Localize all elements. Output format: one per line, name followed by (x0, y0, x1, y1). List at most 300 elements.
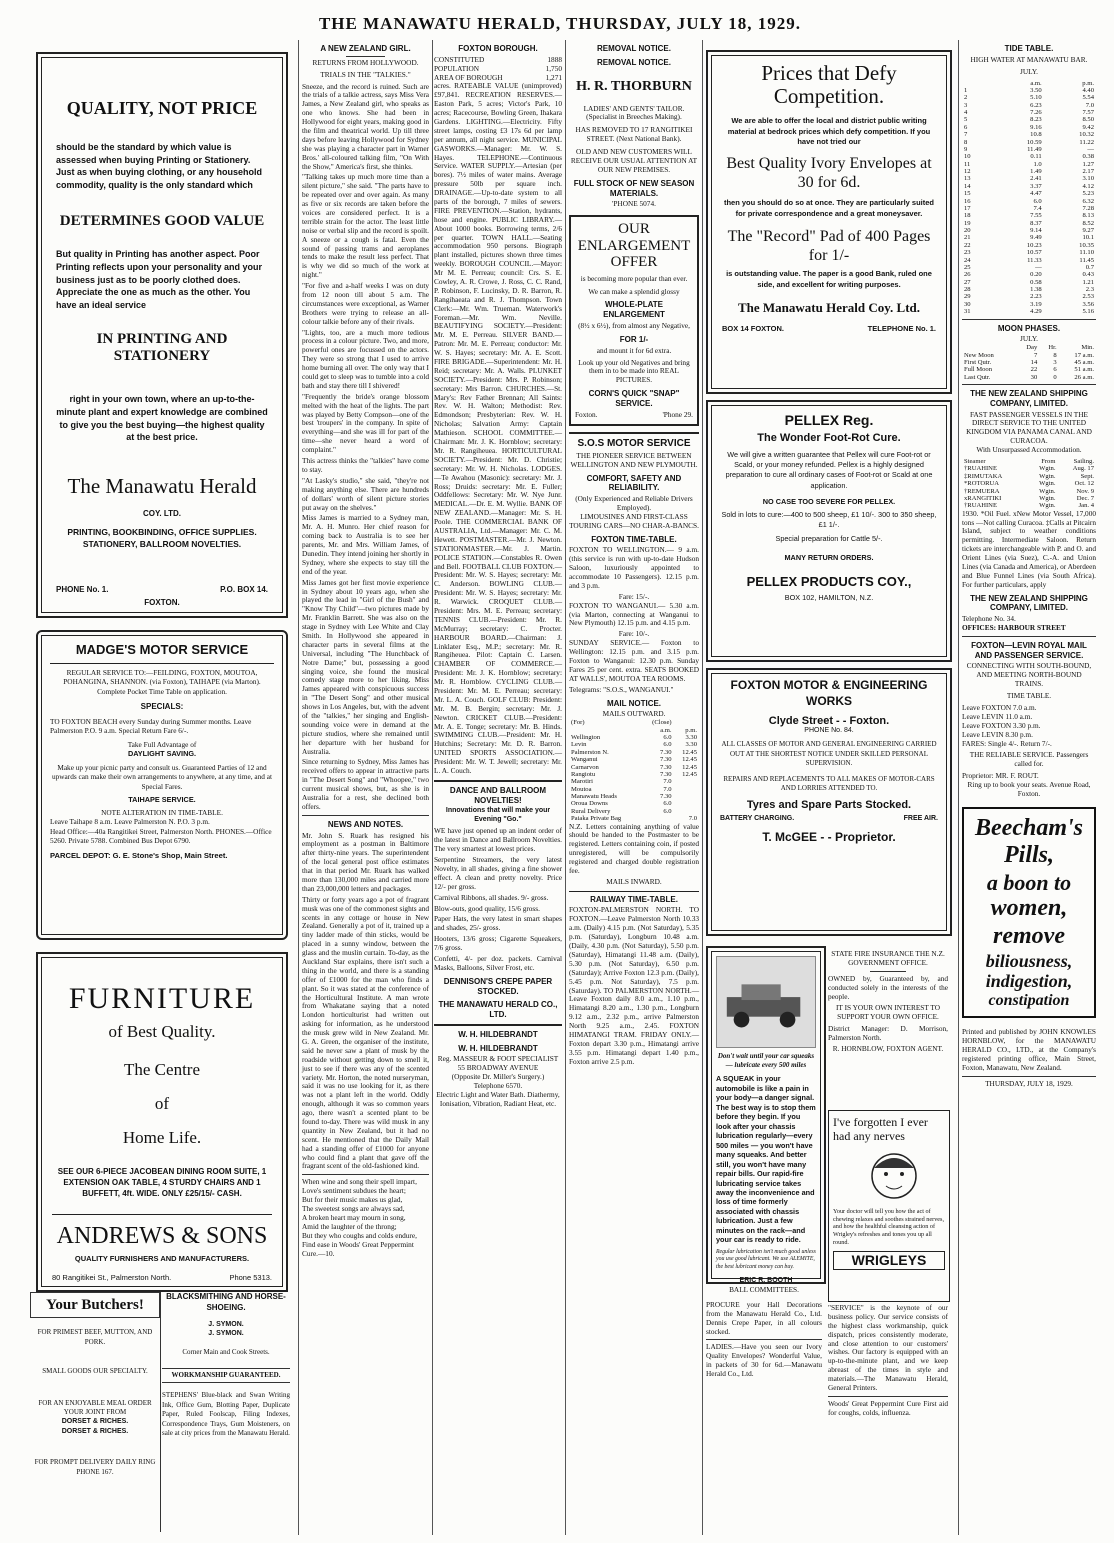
tide-row (962, 279, 1096, 286)
tide-cell: 10.32 (1079, 131, 1094, 139)
tide-row (962, 124, 1096, 131)
tide-cell: 3.37 (1030, 182, 1042, 190)
mail-cell (674, 778, 699, 785)
dance-text: Confetti, 4/- per doz. packets. Carnival Masks, Balloons, Silver Frost, etc. (434, 954, 562, 972)
tide-cell: 21 (964, 234, 971, 242)
tide-cell: 3.56 (1082, 300, 1094, 308)
beecham-line: biliousness, (985, 950, 1073, 971)
ship-cell: Wgtn. (1039, 472, 1056, 480)
hilde-line: Reg. MASSEUR & FOOT SPECIALIST (437, 1054, 559, 1064)
fire-agent: R. HORNBLOW, FOXTON AGENT. (832, 1044, 944, 1054)
ship-foot-title: THE NEW ZEALAND SHIPPING COMPANY, LIMITED. (970, 593, 1088, 613)
tide-row (962, 190, 1096, 197)
enlarge-phone: 'Phone 29. (662, 409, 693, 419)
garage-ad (706, 946, 826, 1284)
quality-ad (36, 52, 288, 618)
removal-line: LADIES' AND GENTS' TAILOR. (Specialist in Breeches Making). (583, 103, 685, 122)
andrews-phone: Phone 5313. (229, 1272, 272, 1282)
tide-row (962, 161, 1096, 168)
tide-cell: 11.49 (1027, 145, 1042, 153)
moon-cell (962, 344, 1016, 351)
tide-cell: 9.42 (1082, 123, 1094, 131)
fire-insurance (828, 950, 948, 1110)
tide-cell: 17 (964, 204, 971, 212)
tide-cell: 5 (964, 116, 968, 124)
tide-cell: 10.59 (1026, 138, 1042, 146)
moon-cell: Hr. (1048, 344, 1057, 352)
mail-cell: Manawatu Heads (571, 793, 617, 800)
borough-directory: acres. RATEABLE VALUE (unimproved) £97,841. RECREATION RESERVES.—Easton Park, 5 acres; Victor's Park, 10 acres; Racecourse, Bowling Green, Ihakara Gardens. LIGHTING.—Electricity. Fifty street lamps, costing £3 17s 6d per lamp per annum, all night service. MUNICIPAL GASWORKS.—Manager: Mr. W. S. Hayes. TELEPHONE.—Continuous Service. WATER SUPPLY.—Artesian (per bores). 7½ miles of water mains. Average pressure 50lb per square inch. DRAINAGE.—Up-to-date system to all parts of the borough, 7 miles of sewers. FIRE PREVENTION.—Station, hydrants, hose and engine. PUBLIC LIBRARY.—About 1000 books. Borrowing terms, 2/6 per quarter. TOWN HALL.—Seating accommodation 950 persons. Biograph plant installed, pictures shown three times weekly. BOROUGH COUNCIL.—Mayor: Mr M. E. Perreau; council: Crs. S. E. Cowley, A. R. Crowe, J. Ross, C. C. Rand, P. Robinson, F. Lucinsky, D. R. Barron, R. Rangihaeata and R. J. Thompson. Town Clerk:—Mr. Wm. Trueman. Waterwork's Foreman.—Mr. Wm. Neville. BEAUTIFYING SOCIETY.—President: Mr. M. E. Perreau. SILVER BAND.—Patron: Mr. M. E. Perreau; conductor: Mr. W. S. Hayes; secretary: Mr. A. E. Scott. FIRE BRIGADE.—Superintendent: Mr. H. Reid; secretary: Mr. A. Walls. PLUNKET SOCIETY.—President: Mrs. P. Robinson; secretary: Mrs Barron. CHURCHES.—St. Mary's: Rev Father Brennan; All Saints: Rev. W. H. Walton; Methodist: Rev. Edmondson; Presbyterian: Rev. W. H. Nicholas; Salvation Army: Captain Mathieson. SCHOOL COMMITTEE.—Chairman: Mr. J. K. Hornblow; secretary: Mr. R. Rangiheuea. HORTICULTURAL SOCIETY.—President: Mr. D. Christie; secretary: Mr. W. H. Nicholas. LODGES.—Te Awahou (Masonic): secretary: Mr. J. Ross; Druids: secretary: Mr. E. Fuller; Oddfellows: Secretary: Mr. W. Nye Junr. MEDICAL.—Dr. E. M. Wyllie. BANK OF NEW ZEALAND.—Manager: Mr. S. H. Poole. THE COMMERCIAL BANK OF AUSTRALIA, Ltd.—Manager: Mr. C. M. Hewett. POSTMASTER.—Mr. J. Newton. STATIONMASTER.—Mr. J. Martin. POLICE STATION.—Constables R. Owen and Bell. FOOTBALL CLUB FOXTON.—President: Mr. W. S. Hayes; secretary: Mr. C. Anderson. BOWLING CLUB.—President: Mr. W. S. Hayes; secretary: Mr. R. Warwick. CROQUET CLUB.—President: Mrs. M. E. Perreau; secretary: TENNIS CLUB.—President: Mr. R. McMurray; secretary: C. Procter. HARBOUR BOARD.—Chairman: J. Linklater Esq., M.P.; secretary: Mr. R. Rangiheuea. Pilot: Captain C. Larsen. CHAMBER OF COMMERCE.—President: Mr. J. K. Hornblow; secretary: Mr. R. Hornblow. CYCLING CLUB.—President: Mr. M. E. Perreau; secretary: Mr. L. A. Couch. GOLF CLUB: President: Mr. M. B. Bergin; secretary: Mr. J. Newton. CRICKET CLUB.—President: Mr. A. E. Tonge; secretary: Mr. B. Hinds. SWIMMING CLUB.—President: Mr. H. Hutchins; Secretary: Mr. D. R. Barron. UNITED SPORTS ASSOCIATION.—President: Mr. W. T. Jewell; secretary: Mr. L. A. Couch. (434, 81, 562, 775)
tide-cell: 10.23 (1026, 241, 1042, 249)
fire-title: STATE FIRE INSURANCE THE N.Z. GOVERNMENT OFFICE. (831, 950, 945, 967)
motor-battery: BATTERY CHARGING. (720, 815, 795, 823)
tide-cell: — (1035, 263, 1042, 271)
dance-sub: Innovations that will make your Evening "Go." (445, 807, 551, 823)
prices-phone: TELEPHONE No. 1. (867, 324, 936, 334)
article-para: Since returning to Sydney, Miss James has received offers to appear in attractive parts in "The Desert Song" and "Whoopee," two current musical shows, but, as she is in Australia for a rest, she declined both offers. (302, 757, 429, 811)
column-news (298, 40, 433, 1535)
moon-title: MOON PHASES. (997, 323, 1061, 333)
ship-foot-office: OFFICES: HARBOUR STREET (962, 623, 1066, 633)
printing-heading: IN PRINTING AND STATIONERY (96, 331, 228, 365)
moon-cell: 14 (1030, 358, 1038, 366)
beecham-line: indigestion, (985, 971, 1073, 992)
madge-office: Head Office:—40a Rangitikei Street, Palmerston North. PHONES.—Office 5260. Private 5788. Combined Bus Depot 6790. (50, 826, 272, 846)
removal-line: HAS REMOVED TO 17 RANGITIKEI STREET. (Next National Bank). (575, 125, 693, 144)
article-title: A NEW ZEALAND GIRL. (320, 44, 411, 53)
ship-cell: Aug. 17 (1072, 465, 1094, 473)
ship-cell: Wgtn. (1039, 487, 1056, 495)
prices-envelopes: Best Quality Ivory Envelopes at 30 for 6d. (726, 154, 932, 191)
enlarge-line: (8½ x 6½), from almost any Negative, (578, 320, 690, 330)
moon-cell: 0 (1053, 373, 1057, 381)
quality-heading: QUALITY, NOT PRICE (66, 98, 258, 118)
dance-company: THE MANAWATU HERALD CO., LTD. (438, 1000, 558, 1020)
mail-row (569, 719, 699, 726)
tide-row (962, 94, 1096, 101)
poem-line: But they who coughs and colds endure, (302, 1230, 417, 1240)
pellex-text: We will give a written guarantee that Pellex will cure Foot-rot or Scald, or your money refunded. Pellex is a highly designed preparation to cure all ordinary cases of Foot-rot or Scald at one application. (725, 450, 933, 490)
madge-pocket: Complete Pocket Time Table on application. (97, 686, 227, 696)
moon-cell: 26 a.m. (1074, 373, 1094, 381)
mail-cell: 7.0 (663, 778, 672, 786)
article-sub2: TRIALS IN THE "TALKIES." (320, 69, 411, 79)
wrigley-heading: I've forgotten I ever had any nerves (833, 1115, 928, 1144)
pellex-cattle: Special preparation for Cattle 5/-. (775, 534, 883, 544)
tide-cell: 7.55 (1030, 212, 1042, 220)
removal-line: OLD AND NEW CUSTOMERS WILL RECEIVE OUR USUAL ATTENTION AT OUR NEW PREMISES. (570, 147, 698, 174)
mail-cell: 12.45 (682, 763, 697, 771)
furniture-offer: SEE OUR 6-PIECE JACOBEAN DINING ROOM SUITE, 1 EXTENSION OAK TABLE, 4 STURDY CHAIRS AND 1 BUFFETT, 4ft. WIDE. ONLY £25/15/- CASH. (57, 1167, 267, 1199)
sos-text: FOXTON TO WANGANUI.— 5.30 a.m. (via Marton, connecting at Wanganui to New Plymouth) 12.15 p.m. and 4.15 p.m. (569, 600, 699, 628)
furniture-ad (36, 952, 288, 1292)
madge-ad (36, 630, 288, 940)
tide-cell: 18 (964, 212, 971, 220)
mail-cell: 7.30 (660, 756, 672, 764)
tide-row (962, 102, 1096, 109)
prices-ad (706, 50, 952, 394)
prices-heading: Prices that Defy Competition. (761, 61, 897, 109)
tide-cell: 26 (964, 271, 971, 279)
poem-line: But for their music makes us glad, (302, 1195, 403, 1205)
furniture-of: of (154, 1094, 170, 1113)
tide-cell: 20 (964, 227, 971, 235)
madge-regular: REGULAR SERVICE TO:—FEILDING, FOXTON, MOUTOA, POHANGINA, SHANNON. (via Foxton), TAIHAPE (via Marton). (63, 667, 261, 687)
tide-cell: 6.32 (1082, 197, 1094, 205)
mail-row (569, 756, 699, 763)
tide-cell: 27 (964, 278, 971, 286)
service-notice (828, 1304, 948, 1504)
mail-cell: 7.30 (660, 770, 672, 778)
tide-cell: 6.23 (1030, 101, 1042, 109)
tide-cell: 4.40 (1082, 86, 1094, 94)
mail-cell: Rangiotu (571, 770, 596, 778)
tide-row (962, 286, 1096, 293)
tide-cell: 11.22 (1079, 138, 1094, 146)
moon-row (962, 366, 1096, 373)
herald-phone: PHONE No. 1. (56, 585, 109, 595)
tide-cell: 10.57 (1026, 249, 1042, 257)
moon-cell: First Qutr. (964, 358, 992, 366)
smith-heading: BLACKSMITHING AND HORSE-SHOEING. (166, 1292, 286, 1312)
ship-row (962, 480, 1096, 487)
ship-cell: Sept. (1080, 472, 1094, 480)
tide-cell: 9.16 (1030, 123, 1042, 131)
article-para: Sneeze, and the record is ruined. Such are the trials of a talkie actress, says Miss Vera James, a New Zealand girl, who speaks as one who knows. She had been in Hollywood for eight years, making good in the film and theatrical world. Up till three days before leaving Hollywood for Sydney she was playing a character part in Warner Bros.' all-coloured talking film, "On With the Show," America's first, she thinks. (302, 81, 429, 171)
prices-box: BOX 14 FOXTON. (722, 324, 784, 334)
mail-cell: 12.45 (682, 748, 697, 756)
hilde-line: (Opposite Dr. Miller's Surgery.) (451, 1072, 545, 1082)
rail-text: FOXTON-PALMERSTON NORTH. TO FOXTON.—Leave Palmerston North 10.33 a.m. (Daily) 4.15 p.m. (Not Saturday), 5.35 p.m. (Saturday), Longburn 10.48 a.m. (Daily, 4.30 p.m. (Not Saturday), 5.50 p.m. (Saturday), Himatangi 11.48 a.m. (Daily), 5.30 p.m. (Not Saturday), 6.50 p.m. (Saturday); Arrive Foxton 12.3 p.m. (Daily), 5.45 p.m. Not Saturday), 7.5 p.m. (Saturday). TO PALMERSTON NORTH.— Leave Foxton daily 8.0 a.m., 1.10 p.m., Himatangi 8.20 a.m., 1.30 p.m., Longburn 9.12 a.m., 2.32 p.m., arrive Palmerston North 9.25 a.m., 2.45. FOXTON HIMATANGI TRAM. FRIDAY ONLY.—Foxton depart 3.30 p.m., Himatangi arrive 3.55 p.m. Himatangi depart 1.40 p.m., Foxton arrive 2.5 p.m. (569, 905, 699, 1066)
sos-heading: S.O.S MOTOR SERVICE (577, 437, 691, 449)
hilde-line: 55 BROADWAY AVENUE (457, 1063, 539, 1073)
tide-cell: 6 (964, 123, 968, 131)
rail-title: RAILWAY TIME-TABLE. (569, 891, 699, 905)
motor-proprietor: T. McGEE - - Proprietor. (762, 830, 896, 845)
tide-cell: 1.21 (1082, 278, 1094, 286)
tide-cell: 9.49 (1030, 234, 1042, 242)
moon-month: JULY. (1020, 334, 1038, 344)
ladies-text: LADIES.—Have you seen our Ivory Quality Envelopes? Wonderful Value, in packets of 30 for 6d.—Manawatu Herald Co., Ltd. (706, 1342, 822, 1379)
tide-table (962, 80, 1096, 316)
tide-cell: 1.0 (1033, 160, 1042, 168)
tide-cell: — (1087, 145, 1094, 153)
sos-line: LIMOUSINES AND FIRST-CLASS TOURING CARS—NO CHAR-A-BANCS. (569, 511, 699, 530)
mail-cell: Oroua Downs (571, 800, 608, 808)
tide-row (962, 271, 1096, 278)
ship-notes: 1930. *Oil Fuel. xNew Motor Vessel, 17,000 tons —Not calling Curacoa. ‡Calls at Pitcairn Island, subject to weather conditions permitting. Intermediate Saloon. Return tickets are interchangeable with P. and O. and Orient Lines (via Suez), C.-A. and Union Lines (via Canada and America), or Aberdeen and Blue Funnel Lines (via South Africa). For further particulars, apply (962, 508, 1096, 589)
ship-head (962, 458, 1096, 465)
enlarge-corn: CORN'S QUICK "SNAP" SERVICE. (588, 389, 680, 408)
ship-row (962, 465, 1096, 472)
moon-cell: Full Moon (964, 366, 993, 374)
tide-cell: 11 (964, 160, 971, 168)
andrews-address: 80 Rangitikei St., Palmerston North. (52, 1272, 172, 1282)
mail-cell: Wanganui (571, 756, 598, 764)
moon-cell: 3 (1053, 358, 1057, 366)
ship-row (962, 495, 1096, 502)
madge-take: Take Full Advantage of (127, 739, 197, 749)
moon-cell: 51 a.m. (1074, 366, 1094, 374)
tide-cell: 0.58 (1030, 278, 1042, 286)
hilde-name1: W. H. HILDEBRANDT (458, 1029, 538, 1039)
mail-cell (674, 793, 699, 800)
sos-fare: Fare: 15/-. (618, 591, 650, 601)
furniture-heading: FURNITURE (68, 982, 256, 1015)
hilde-name2: W. H. HILDEBRANDT (458, 1043, 538, 1053)
ship-cell: Wgtn. (1039, 494, 1056, 502)
news-item: Thirty or forty years ago a pot of fragrant musk was one of the commonest sights and scents in any cottage or house in New Zealand. Generally a pot of it, trained up a tiny ladder made of thin sticks, would be placed in a sunny window, between the glass and the muslin curtain. To-day, as the Auckland Star explains, there isn't such a thing in the world, and there is a standing offer of £1000 for the man who finds a plant. So it was stated at the conference of the Horticultural Institute. A man wrote from Whakatane saying that a noted London horticulturist had written out asking for information, as he understood the musk grew wild in New Zealand. Mr. G. A. Green, the organiser of the institute, said he never saw a plant of musk by the roadside without getting down to smell it, just to see if there was any of the scented variety. Mr. Horton, the noted nurseryman, said it was no use looking for it, as there was not a plant left in the world. Oddly enough, although it was so common years ago, there wasn't a scented plant to be found to-day. There was wild musk in any quantity in New Zealand, but it had no scent. He mentioned that the Daily Mail had a standing offer of £1000 for anyone who could find a plant that gave off the fragrant scent of the old-fashioned kind. (302, 894, 429, 1171)
tide-cell: 5.54 (1082, 94, 1094, 102)
mail-cell: 6.0 (663, 741, 672, 749)
enlarge-line: and mount it for 6d extra. (596, 345, 672, 355)
mail-row (569, 778, 699, 785)
pellex-box: BOX 102, HAMILTON, N.Z. (784, 593, 874, 603)
tide-cell: 10.35 (1079, 241, 1094, 249)
moon-cell: 17 a.m. (1074, 351, 1094, 359)
tide-row (962, 131, 1096, 138)
mail-cell (674, 786, 699, 793)
garage-owner: ERIC R. BOOTH (739, 1276, 793, 1284)
mail-row (569, 764, 699, 771)
madge-beach: TO FOXTON BEACH every Sunday during Summer months. Leave Palmerston P.O. 9 a.m. Special Return Fare 6/-. (50, 716, 252, 736)
herald-name: The Manawatu Herald (67, 473, 257, 498)
dance-crepe: DENNISON'S CREPE PAPER STOCKED. (443, 976, 553, 996)
tide-cell: 8.13 (1082, 212, 1094, 220)
tide-cell: 3 (964, 101, 968, 109)
mail-cell (569, 727, 642, 734)
herald-box: P.O. BOX 14. (220, 585, 268, 595)
stat-label: CONSTITUTED (434, 54, 485, 64)
tide-cell: 4.47 (1030, 190, 1042, 198)
tide-cell: 5.16 (1082, 308, 1094, 316)
article-para: "Frequently the bride's orange blossom melted with the heat of the lights. The part was played by Betty Compson—one of the best 'troupers' in the company. In spite of everything—and she was ill for part of the time—she never heard a word of complaint." (302, 391, 429, 455)
column-tables (958, 40, 1099, 1535)
tide-cell: 10 (964, 153, 971, 161)
beecham-ad (962, 807, 1096, 1018)
tide-row (962, 227, 1096, 234)
tide-cell: 9 (964, 145, 968, 153)
ball-title: BALL COMMITTEES. (729, 1286, 799, 1294)
enlarge-heading: OUR ENLARGEMENT OFFER (577, 221, 691, 271)
hilde-line: Electric Light and Water Bath. Diathermy, Ionisation, Vibration, Radiant Heat, etc. (436, 1089, 560, 1108)
mail-cell: Rural Delivery (571, 807, 611, 815)
madge-parcel: PARCEL DEPOT: G. E. Stone's Shop, Main Street. (50, 850, 228, 860)
ship-cell: †RUAHINE (964, 502, 997, 510)
tide-cell: 0.43 (1082, 271, 1094, 279)
sos-line: THE PIONEER SERVICE BETWEEN WELLINGTON AND NEW PLYMOUTH. (570, 450, 698, 469)
dance-text: Serpentine Streamers, the very latest Novelty, in all shades, giving a fine shower effect. A clean and pretty novelty. Price 12/- per gross. (434, 855, 562, 891)
removal-title2: REMOVAL NOTICE. (597, 57, 671, 67)
motor-phone: PHONE No. 84. (804, 727, 854, 735)
article-sub1: RETURNS FROM HOLLYWOOD. (312, 57, 419, 67)
butchers-ad (30, 1292, 161, 1532)
enlarge-whole: WHOLE-PLATE ENLARGEMENT (603, 300, 665, 320)
mail-cell: 6.0 (663, 800, 672, 808)
fire-interest: IT IS YOUR OWN INTEREST TO SUPPORT YOUR OWN OFFICE. (836, 1003, 940, 1022)
ship-cell: †REMUERA (964, 487, 1000, 495)
andrews-name: ANDREWS & SONS (52, 1214, 272, 1250)
tide-cell: 7.0 (1085, 101, 1094, 109)
mail-cell: Carnarvon (571, 763, 599, 771)
mail-in: MAILS INWARD. (606, 876, 662, 886)
mail-title: MAIL NOTICE. (606, 698, 662, 708)
mail-cell: 6.0 (663, 734, 672, 741)
imprint-date: THURSDAY, JULY 18, 1929. (985, 1078, 1073, 1088)
levin-row: Leave LEVIN 11.0 a.m. (962, 711, 1033, 721)
poem-line: Amid the laughter of the throng; (302, 1221, 397, 1231)
poem-line: Find ease in Woods' Great Peppermint Cure.—10. (302, 1239, 414, 1258)
prices-pad: The "Record" Pad of 400 Pages for 1/- (727, 228, 931, 265)
shipping-accom: With Unsurpassed Accommodation. (976, 445, 1082, 455)
motor-air: FREE AIR. (903, 815, 938, 823)
prices-company: The Manawatu Herald Coy. Ltd. (737, 300, 920, 316)
tide-cell: 8.52 (1082, 219, 1094, 227)
tide-row (962, 257, 1096, 264)
moon-row (962, 359, 1096, 366)
butchers-meat: FOR PRIMEST BEEF, MUTTON, AND PORK. (37, 1328, 153, 1346)
determines-heading: DETERMINES GOOD VALUE (59, 213, 265, 230)
tide-cell: 2.41 (1030, 175, 1042, 183)
removal-title: REMOVAL NOTICE. (597, 44, 671, 53)
tide-cell: 5.10 (1030, 94, 1042, 102)
garage-small: Regular lubrication isn't much good unless you use good lubricant. We use ALEMITE, the best lubricant money can buy. (716, 1248, 816, 1270)
pellex-severe: NO CASE TOO SEVERE FOR PELLEX. (762, 496, 896, 506)
mail-cell (674, 808, 699, 815)
tide-row (962, 308, 1096, 315)
levin-row: Leave FOXTON 3.30 p.m. (962, 720, 1041, 730)
beecham-line: Beecham's Pills, (975, 814, 1083, 869)
madge-times: Leave Taihape 8 a.m. Leave Palmerston N. P.O. 3 p.m. (50, 817, 210, 827)
ship-cell: ‡RIMUTAKA (964, 472, 1003, 480)
beecham-line: remove (993, 922, 1065, 949)
motor-street: Clyde Street - - Foxton. (768, 715, 890, 728)
tide-cell: 9.14 (1030, 227, 1042, 235)
levin-proprietor: Proprietor: MR. F. ROUT. (962, 771, 1039, 781)
tide-cell: 1.38 (1030, 286, 1042, 294)
enlarge-line: We can make a splendid glossy (588, 286, 680, 296)
ship-foot-phone: Telephone No. 34. (962, 614, 1016, 624)
mail-out: MAILS OUTWARD. (602, 709, 666, 719)
butchers-name2: DORSET & RICHES. (61, 1427, 129, 1435)
levin-tt: TIME TABLE. (1006, 691, 1052, 701)
levin-text: CONNECTING WITH SOUTH-BOUND, AND MEETING NORTH-BOUND TRAINS. (966, 661, 1092, 689)
sos-text: SUNDAY SERVICE.— Foxton to Wellington: 12.15 p.m. and 3.15 p.m. Foxton to Wanganui: 12.30 p.m. Sunday Fares 25 per cent. extra. SEATS BOOKED AT WALLS', MOUTOA TEA ROOMS. (569, 638, 699, 683)
borough-title: FOXTON BOROUGH. (458, 44, 538, 53)
stat-value: 1,750 (545, 63, 562, 73)
woods-text: Woods' Great Peppermint Cure First aid for coughs, colds, influenza. (828, 1398, 948, 1417)
service-text: "SERVICE" is the keynote of our business policy. Our service consists of the highest class workmanship, quick dispatch, prices consistently moderate, and close attention to our customers' wishes. Our factory is equipped with an up-to-the-minute plant, and we keep abreast of the times in style and materials.—The Manawatu Herald, General Printers. (828, 1304, 948, 1393)
madge-daylight: DAYLIGHT SAVING. (127, 749, 197, 759)
ship-cell: Oct. 12 (1074, 480, 1094, 488)
sos-fare: Fare: 10/-. (618, 629, 650, 639)
sos-comfort: COMFORT, SAFETY AND RELIABILITY. (586, 473, 682, 493)
mail-cell: 7.0 (688, 815, 697, 823)
ship-cell: †RUAHINE (964, 465, 997, 473)
tide-cell: 31 (964, 308, 971, 316)
furniture-quality: of Best Quality. (108, 1022, 216, 1041)
tide-cell: 2 (964, 94, 968, 102)
ship-cell: xRANGITIKI (964, 494, 1002, 502)
levin-title: FOXTON—LEVIN ROYAL MAIL AND PASSENGER SERVICE. (971, 640, 1087, 660)
ball-text: PROCURE your Hall Decorations from the Manawatu Herald Co., Ltd. Dennis Crepe Paper, in all colours stocked. (706, 1299, 822, 1336)
madge-picnic: Make up your picnic party and consult us. Guaranteed Parties of 12 and upwards can make their own arrangements to anywhere, at any time, and at Special Fares. (51, 762, 273, 791)
smith-name2: J. SYMON. (208, 1330, 244, 1338)
motor-classes: ALL CLASSES OF MOTOR AND GENERAL ENGINEERING CARRIED OUT AT THE SHORTEST NOTICE UNDER SKILLED PERSONAL SUPERVISION. (721, 740, 937, 768)
dance-text: Hooters, 13/6 gross; Cigarette Squeakers, 7/6 gross. (434, 934, 562, 953)
article-para: "Lights, too, are a much more tedious process in a colour picture. Two, and more, powerful ones are focussed on the actors. They were so strong that I used to arrive home burning all over. The only way that I could get to sleep was to tumble into a cold bath and stay there till I shivered! (302, 327, 429, 390)
tide-cell: 0.20 (1030, 271, 1042, 279)
ship-cell: From (1041, 458, 1056, 465)
ships-table (962, 458, 1096, 510)
tide-row (962, 183, 1096, 190)
furniture-centre: The Centre (124, 1060, 200, 1079)
tide-cell: 4.29 (1030, 308, 1042, 316)
poem-line: When wine and song their spell impart, (302, 1177, 417, 1187)
tide-row (962, 264, 1096, 271)
tide-row (962, 109, 1096, 116)
moon-cell: Last Qutr. (964, 373, 991, 381)
levin-fares: FARES: Single 4/-. Return 7/-. (962, 738, 1052, 748)
tide-cell: 25 (964, 263, 971, 271)
fire-manager: District Manager: D. Morrison, Palmerston North. (828, 1024, 948, 1043)
mail-row (569, 793, 699, 800)
ship-row (962, 488, 1096, 495)
column-borough (431, 40, 565, 1535)
butchers-delivery: FOR PROMPT DELIVERY DAILY RING PHONE 167. (34, 1458, 156, 1476)
moon-cell: Day (1026, 344, 1038, 352)
tide-cell: 4.12 (1082, 182, 1094, 190)
moon-table (962, 344, 1096, 381)
article-para: "Talking takes up much more time than a silent picture," she said. "The parts have to be repeated over and over again. As many as five or six records are taken before the voices are considered perfect. It is a terrible strain for the actor. The least little noise or verbal slip and the record is spoilt. A sneeze or a cough is fatal. Even the sound of passing trams and aeroplanes tends to make the result less perfect. That is why we did so much of the work at night." (302, 172, 429, 280)
mail-cell (674, 719, 699, 726)
ship-row (962, 473, 1096, 480)
wrigley-text: Your doctor will tell you how the act of chewing relaxes and soothes strained nerves, and how the healthful cleansing action of Wrigley's refreshes and tones you up all round. (833, 1207, 944, 1246)
news-item: Mr. John S. Ruark has resigned his employment as a postman in Baltimore after thirty-nine years. The superintendent of the local general post office estimates that in that period Mr. Ruark has walked more than 130,000 miles and carried more than 23,000,000 letters and packages. (302, 830, 429, 893)
town-text: right in your own town, where an up-to-the-minute plant and expert knowledge are combined to give you the best buying—the highest quality at the best price. (56, 394, 268, 443)
tide-cell: 1.27 (1082, 160, 1094, 168)
tide-cell: 3.19 (1030, 300, 1042, 308)
stat-value: 1888 (547, 54, 562, 64)
ship-cell: Wgtn. (1039, 465, 1056, 473)
tide-cell: 3.10 (1082, 175, 1094, 183)
moon-cell: Min. (1081, 344, 1094, 352)
mail-cell: 3.30 (685, 741, 697, 749)
levin-ring: Ring up to book your seats. Avenue Road, Foxton. (967, 780, 1091, 798)
column-notices (565, 40, 703, 1535)
thorburn-name: H. R. THORBURN (576, 78, 692, 94)
tide-cell: 22 (964, 241, 971, 249)
mail-row (569, 786, 699, 793)
mail-cell: 3.30 (685, 734, 697, 741)
mail-cell: Wellington (571, 734, 601, 741)
moon-cell: 30 (1030, 373, 1038, 381)
mail-cell: 12.45 (682, 756, 697, 764)
mail-cell: Palmerston N. (571, 748, 609, 756)
levin-reliable: THE RELIABLE SERVICE. Passengers called for. (969, 750, 1089, 769)
enlarge-price: FOR 1/- (619, 334, 649, 344)
mail-cell: 7.30 (660, 748, 672, 756)
pellex-ad (706, 400, 952, 662)
mail-cell: 6.0 (663, 807, 672, 815)
mail-cell (674, 800, 699, 807)
madge-specials: SPECIALS: (140, 702, 184, 712)
poem-line: A broken heart may mourn in song, (302, 1212, 406, 1222)
mail-row (569, 749, 699, 756)
tide-row (962, 139, 1096, 146)
dance-text: Paper Hats, the very latest in smart shapes and shades, 25/- gross. (434, 914, 562, 933)
tide-cell: 2.3 (1085, 286, 1094, 294)
